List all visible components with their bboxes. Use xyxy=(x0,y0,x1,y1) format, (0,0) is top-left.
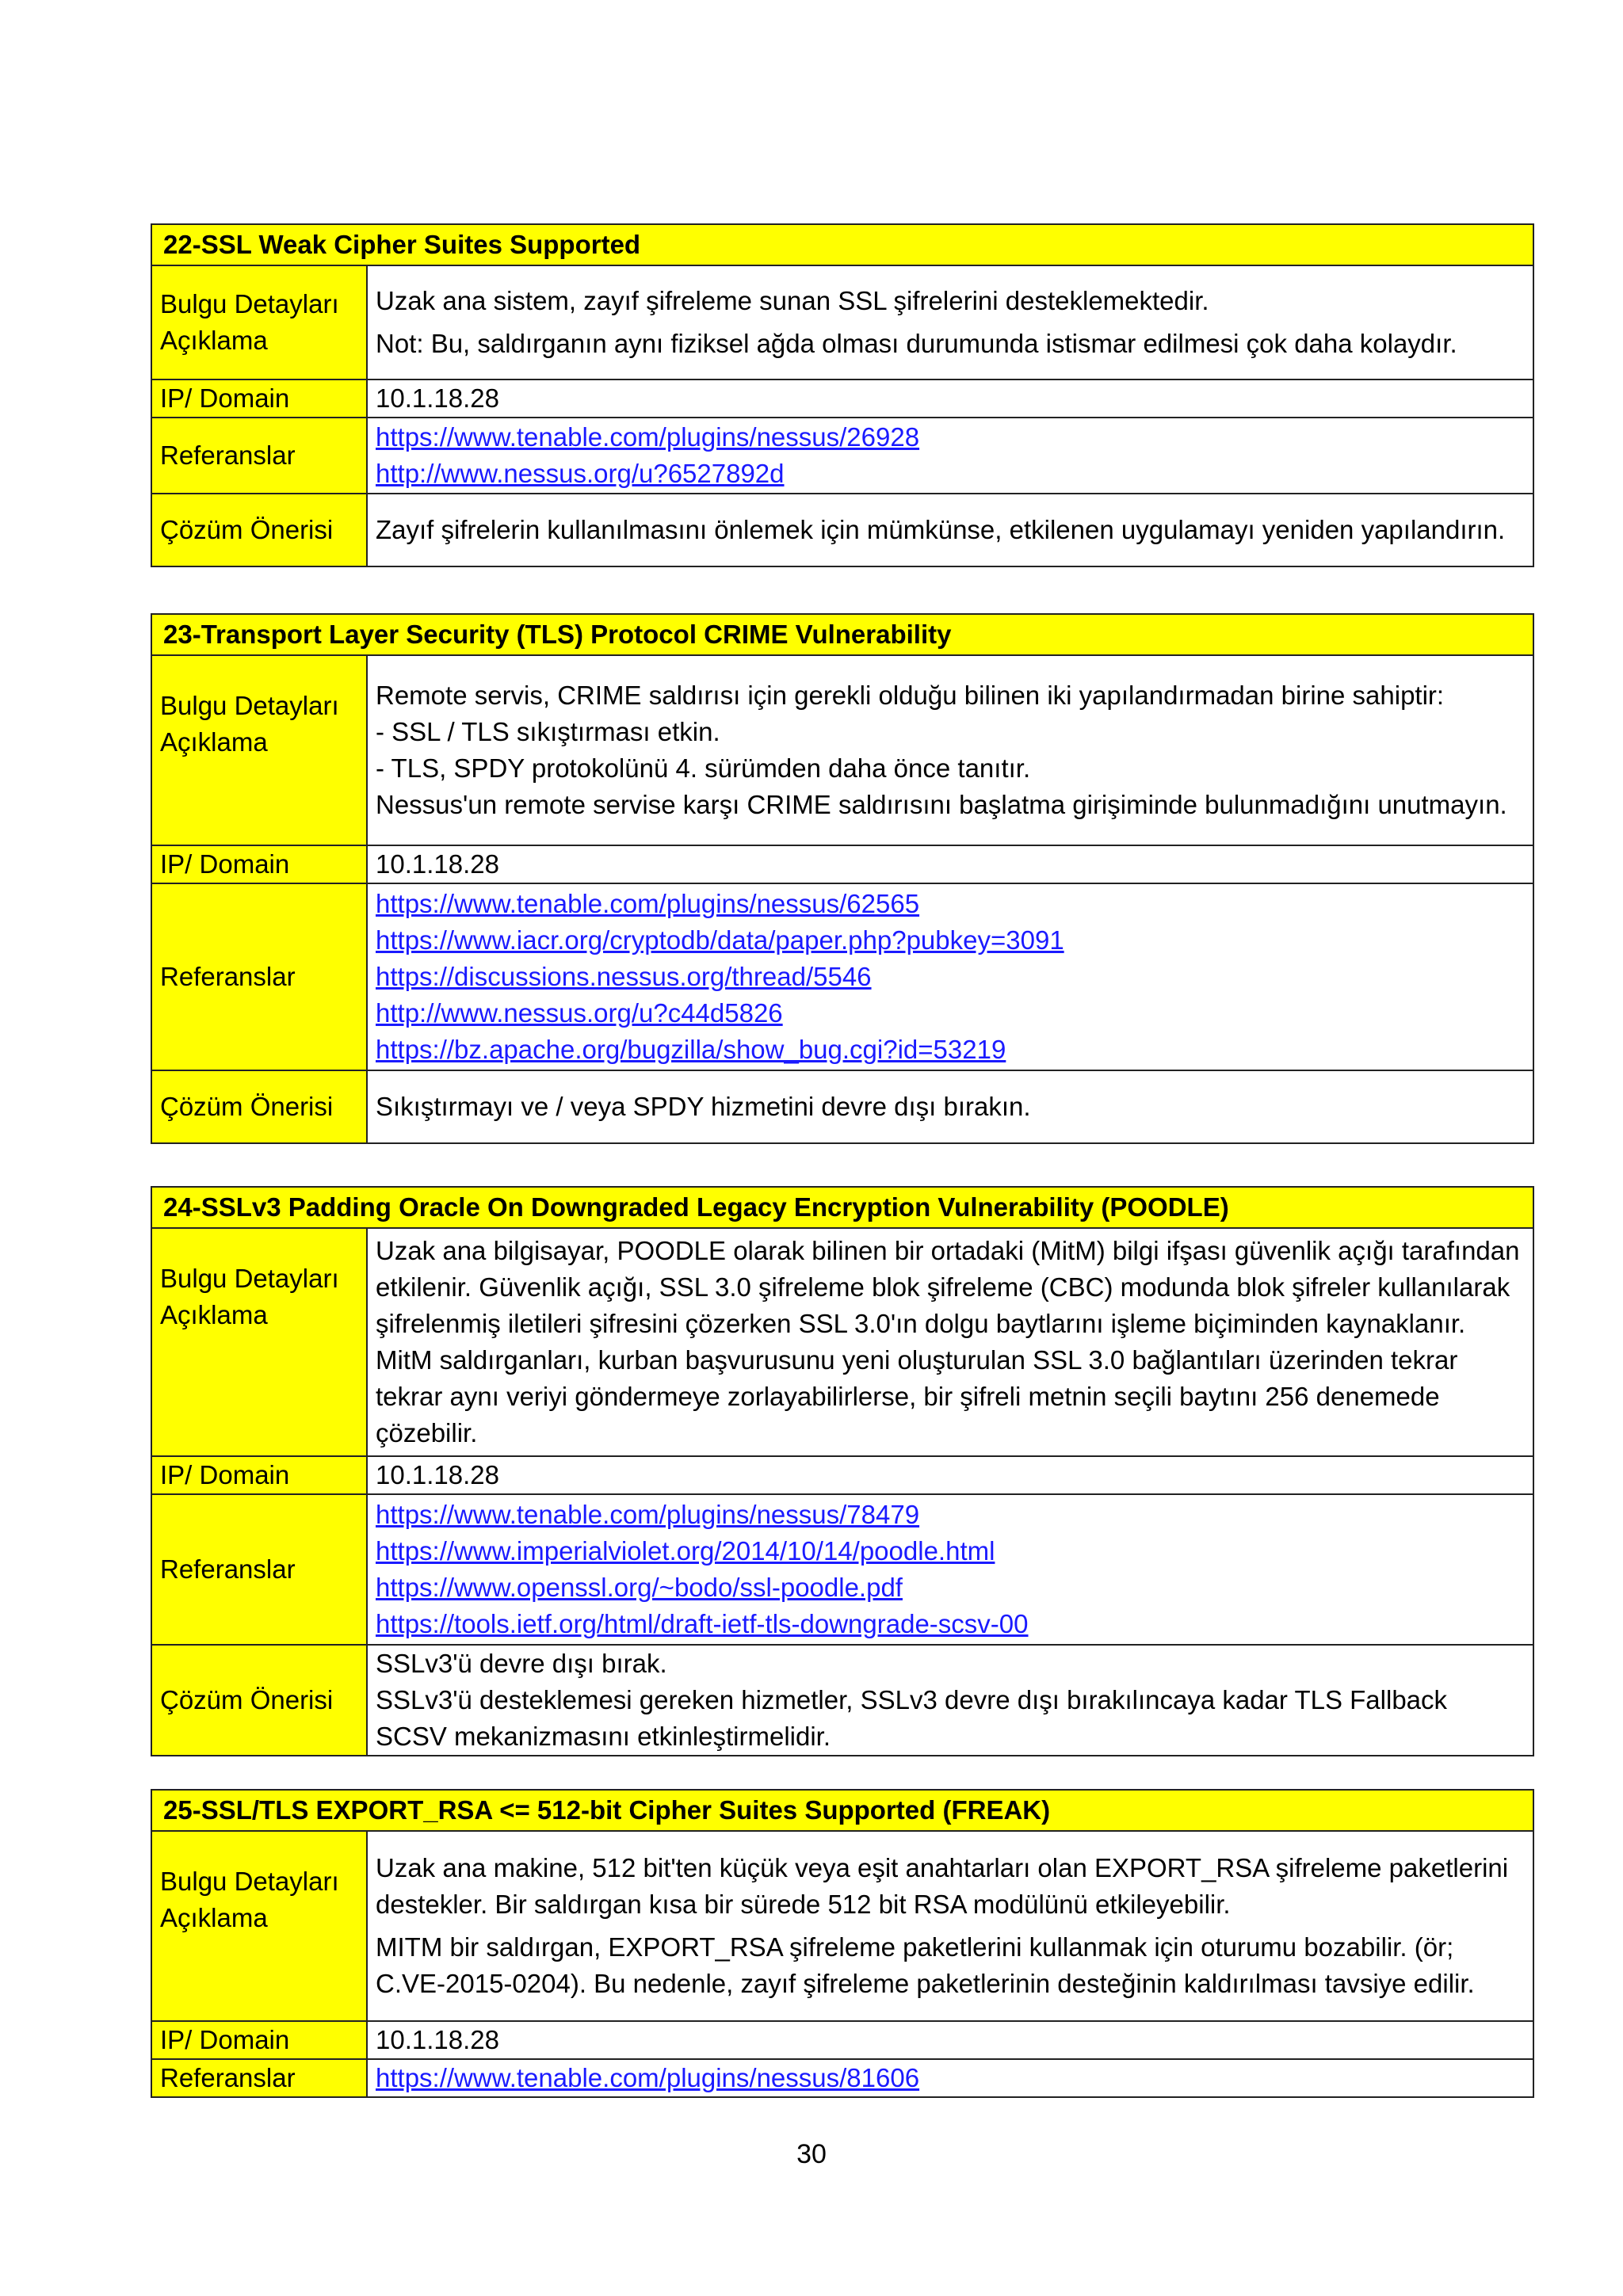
ip-value: 10.1.18.28 xyxy=(367,845,1533,883)
details-label: Bulgu Detayları Açıklama xyxy=(151,1228,367,1456)
reference-link[interactable]: http://www.nessus.org/u?6527892d xyxy=(376,459,785,488)
finding-title: 23-Transport Layer Security (TLS) Protocol CRIME Vulnerability xyxy=(151,614,1533,655)
details-label: Bulgu Detayları Açıklama xyxy=(151,265,367,379)
finding-table-23 xyxy=(151,613,1534,1144)
details-text: Uzak ana bilgisayar, POODLE olarak bilinen bir ortadaki (MitM) bilgi ifşası güvenlik açığı tarafından etkilenir. Güvenlik açığı, SSL 3.0 şifreleme blok şifreleme (CBC) modunda blok şifreler kullanılarak şifrelenmiş iletileri şifresini çözerken SSL 3.0'ın dolgu baytlarını işleme biçiminden kaynaklanır. MitM saldırganları, kurban başvurusunu yeni oluşturulan SSL 3.0 bağlantıları üzerinden tekrar tekrar aynı veriyi göndermeye zorlayabilirlerse, bir şifreli metnin seçili baytını 256 denemede çözebilir. xyxy=(367,1228,1533,1456)
finding-title: 25-SSL/TLS EXPORT_RSA <= 512-bit Cipher Suites Supported (FREAK) xyxy=(151,1790,1533,1831)
reference-link[interactable]: https://discussions.nessus.org/thread/5546 xyxy=(376,962,872,991)
solution-text: Sıkıştırmayı ve / veya SPDY hizmetini devre dışı bırakın. xyxy=(367,1070,1533,1143)
solution-label: Çözüm Önerisi xyxy=(151,1645,367,1756)
references-list xyxy=(367,418,1533,494)
reference-link[interactable]: https://www.openssl.org/~bodo/ssl-poodle.pdf xyxy=(376,1573,903,1602)
ip-label: IP/ Domain xyxy=(151,2021,367,2059)
details-text: Remote servis, CRIME saldırısı için gerekli olduğu bilinen iki yapılandırmadan birine sahiptir: - SSL / TLS sıkıştırması etkin. - TLS, SPDY protokolünü 4. sürümden daha önce tanıtır. Nessus'un remote servise karşı CRIME saldırısını başlatma girişiminde bulunmadığını unutmayın. xyxy=(367,655,1533,845)
ip-label: IP/ Domain xyxy=(151,845,367,883)
references-label: Referanslar xyxy=(151,1494,367,1645)
reference-link[interactable]: https://www.tenable.com/plugins/nessus/26928 xyxy=(376,422,920,452)
solution-text: Zayıf şifrelerin kullanılmasını önlemek için mümkünse, etkilenen uygulamayı yeniden yapılandırın. xyxy=(367,494,1533,566)
reference-link[interactable]: https://www.tenable.com/plugins/nessus/81606 xyxy=(376,2063,920,2092)
references-label: Referanslar xyxy=(151,883,367,1070)
details-label: Bulgu Detayları Açıklama xyxy=(151,1831,367,2021)
references-label: Referanslar xyxy=(151,418,367,494)
reference-link[interactable]: https://www.tenable.com/plugins/nessus/62565 xyxy=(376,889,920,918)
references-list xyxy=(367,1494,1533,1645)
details-label: Bulgu Detayları Açıklama xyxy=(151,655,367,845)
references-label: Referanslar xyxy=(151,2059,367,2097)
ip-label: IP/ Domain xyxy=(151,379,367,418)
references-list xyxy=(367,2059,1533,2097)
ip-value: 10.1.18.28 xyxy=(367,379,1533,418)
solution-label: Çözüm Önerisi xyxy=(151,1070,367,1143)
finding-title: 24-SSLv3 Padding Oracle On Downgraded Legacy Encryption Vulnerability (POODLE) xyxy=(151,1187,1533,1228)
ip-label: IP/ Domain xyxy=(151,1456,367,1494)
reference-link[interactable]: http://www.nessus.org/u?c44d5826 xyxy=(376,998,783,1028)
page-number: 30 xyxy=(796,2139,827,2169)
ip-value: 10.1.18.28 xyxy=(367,2021,1533,2059)
solution-text: SSLv3'ü devre dışı bırak. SSLv3'ü desteklemesi gereken hizmetler, SSLv3 devre dışı bırakılıncaya kadar TLS Fallback SCSV mekanizmasını etkinleştirmelidir. xyxy=(367,1645,1533,1756)
solution-label: Çözüm Önerisi xyxy=(151,494,367,566)
details-text: Uzak ana makine, 512 bit'ten küçük veya eşit anahtarları olan EXPORT_RSA şifreleme paketlerini destekler. Bir saldırgan kısa bir sürede 512 bit RSA modülünü etkileyebilir. MITM bir saldırgan, EXPORT_RSA şifreleme paketlerini kullanmak için oturumu bozabilir. (ör; C.VE-2015-0204). Bu nedenle, zayıf şifreleme paketlerinin desteğinin kaldırılması tavsiye edilir. xyxy=(367,1831,1533,2021)
reference-link[interactable]: https://www.tenable.com/plugins/nessus/78479 xyxy=(376,1500,920,1529)
reference-link[interactable]: https://tools.ietf.org/html/draft-ietf-tls-downgrade-scsv-00 xyxy=(376,1609,1029,1638)
ip-value: 10.1.18.28 xyxy=(367,1456,1533,1494)
finding-table-22 xyxy=(151,223,1534,567)
finding-table-25 xyxy=(151,1789,1534,2098)
details-text: Uzak ana sistem, zayıf şifreleme sunan SSL şifrelerini desteklemektedir. Not: Bu, saldırganın aynı fiziksel ağda olması durumunda istismar edilmesi çok daha kolaydır. xyxy=(367,265,1533,379)
reference-link[interactable]: https://www.imperialviolet.org/2014/10/14/poodle.html xyxy=(376,1536,995,1566)
finding-table-24 xyxy=(151,1186,1534,1756)
reference-link[interactable]: https://bz.apache.org/bugzilla/show_bug.cgi?id=53219 xyxy=(376,1035,1006,1064)
finding-title: 22-SSL Weak Cipher Suites Supported xyxy=(151,224,1533,265)
reference-link[interactable]: https://www.iacr.org/cryptodb/data/paper.php?pubkey=3091 xyxy=(376,925,1064,955)
references-list xyxy=(367,883,1533,1070)
